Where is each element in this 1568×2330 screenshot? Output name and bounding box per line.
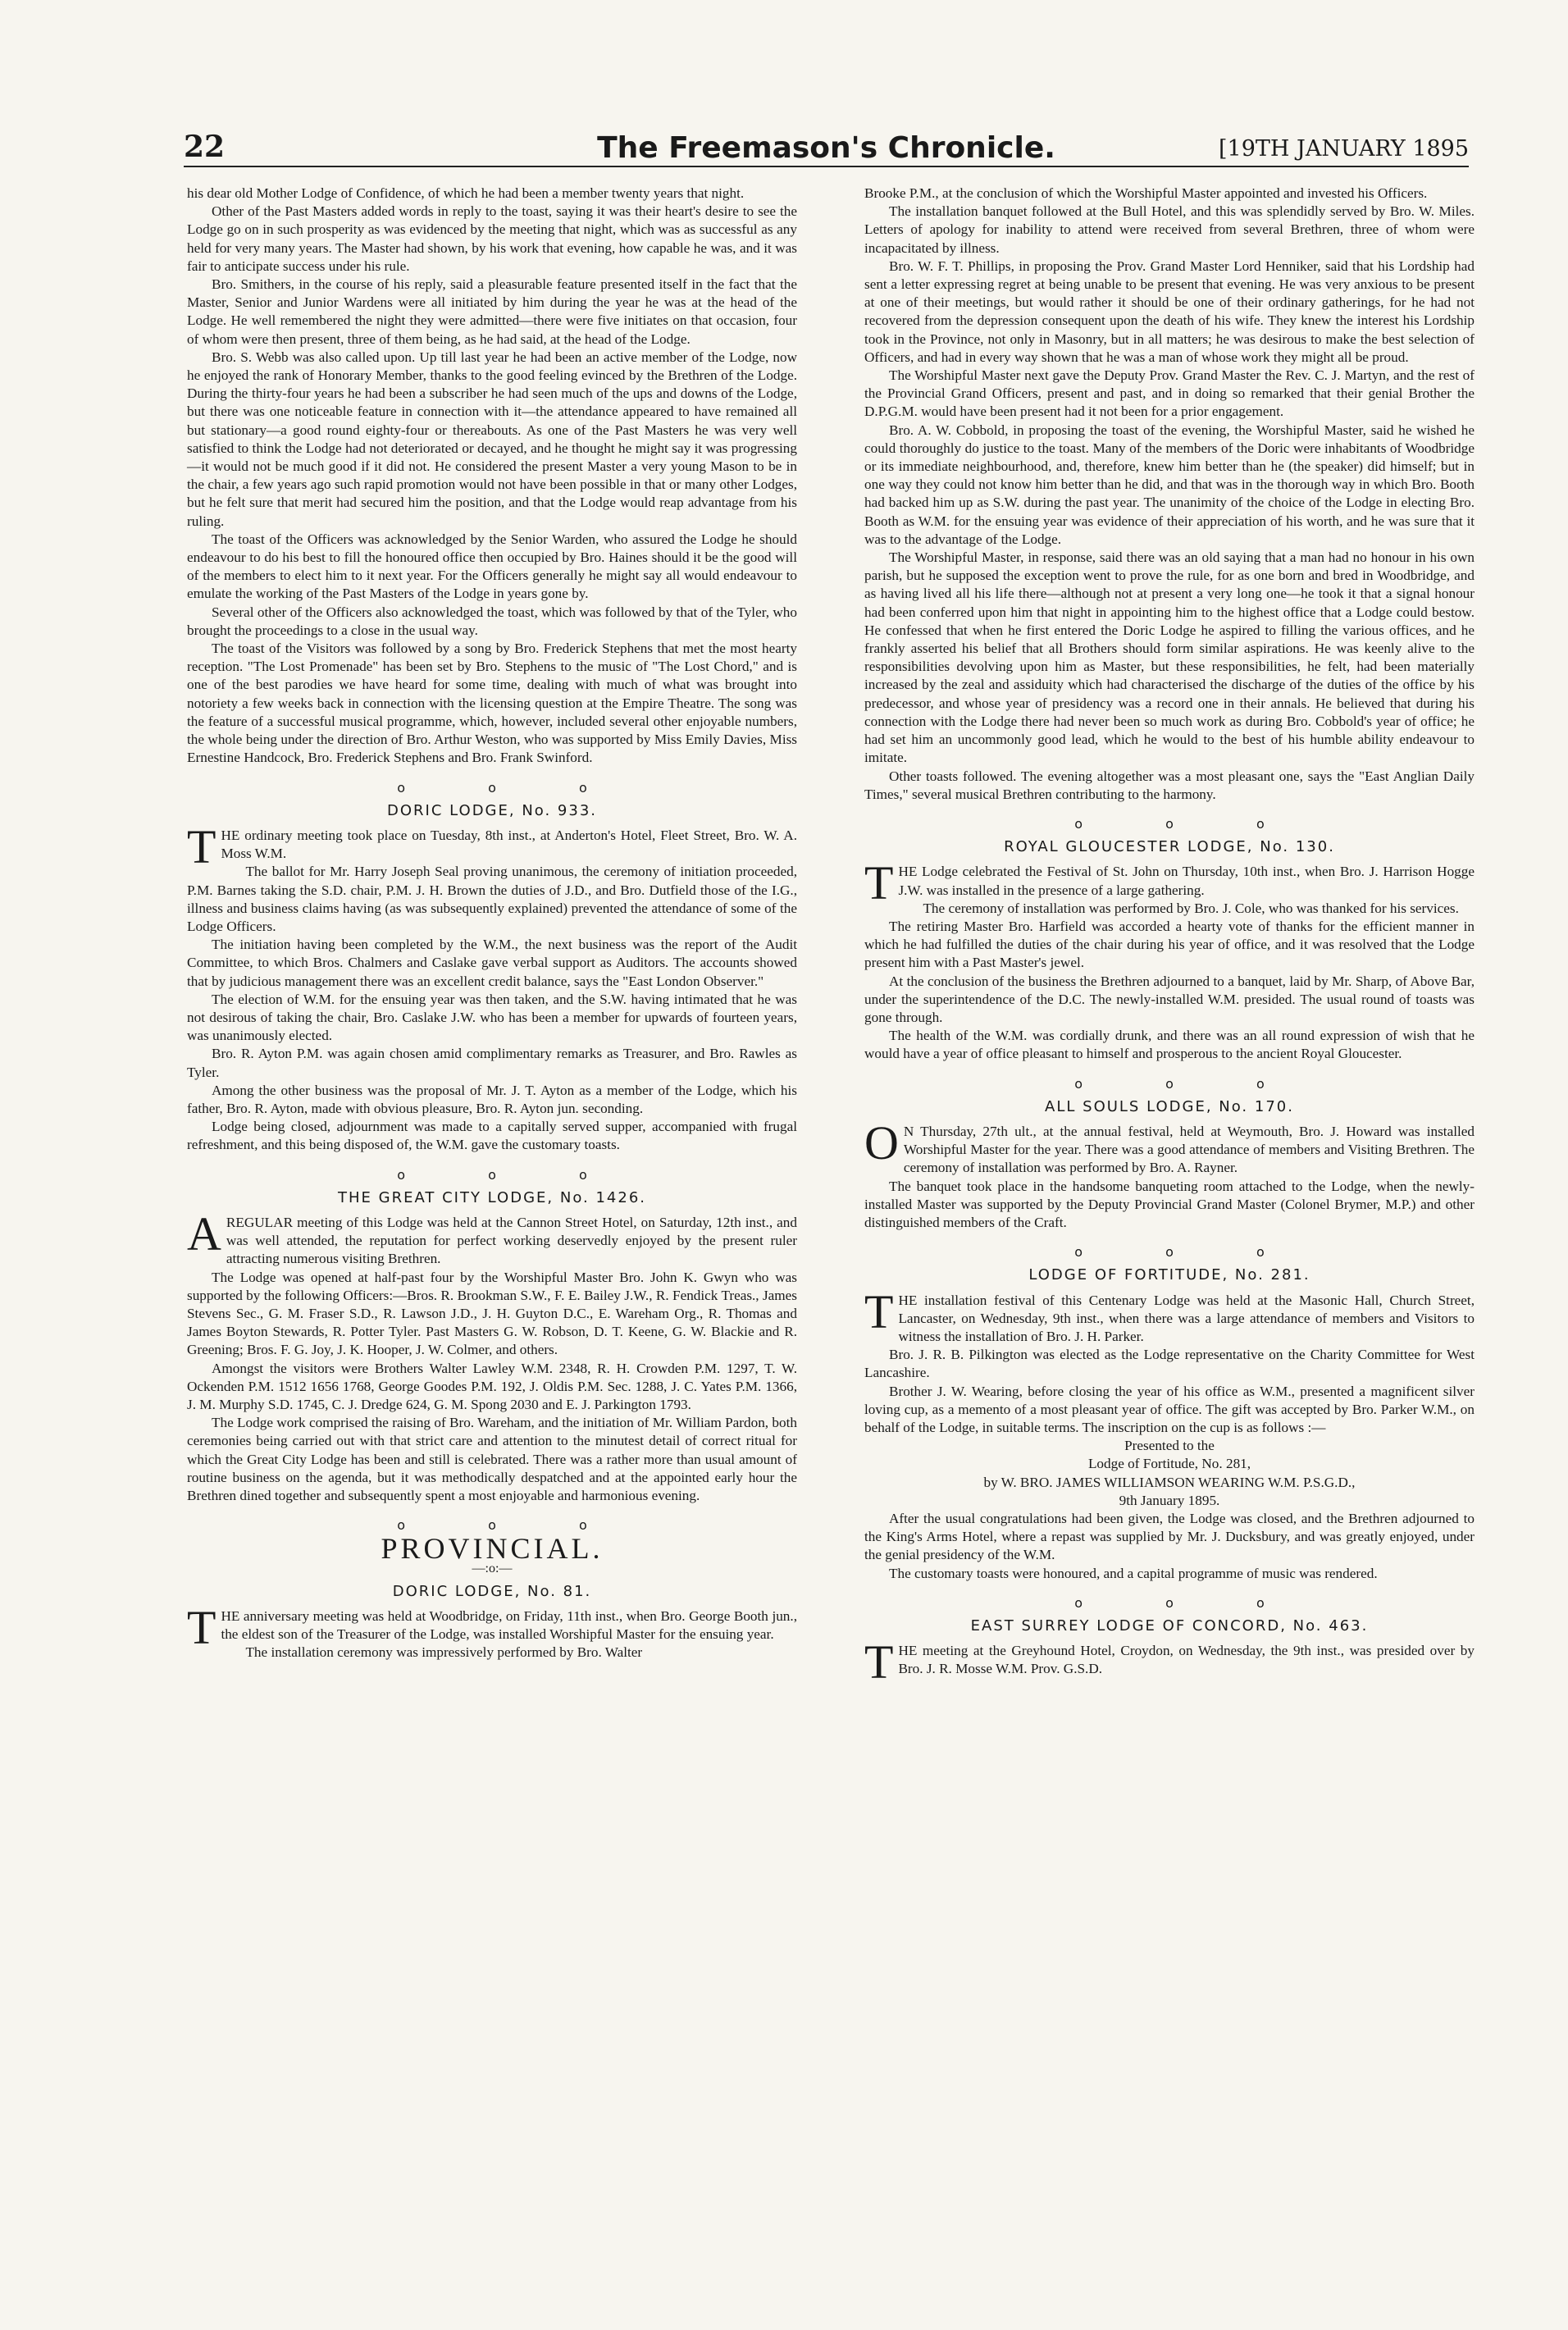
- paragraph: The Worshipful Master, in response, said there was an old saying that a man had no honour in his own parish, but he supposed the exception went to prove the rule, for as one born and bred in Woodbridge, and as having lived all his life there—although not at present a very long one—he took it that a signal honour had been conferred upon him that night in appointing him to the highest office that a Lodge could bestow. He confessed that when he first entered the Doric Lodge he aspired to filling the various offices, and he frankly asserted his belief that all Brothers should form similar aspirations. He was keenly alive to the responsibilities devolving upon him as Master, but these responsibilities, he felt, had been materially increased by the zeal and assiduity which had characterised the discharge of the duties of the office by his predecessor, and whose year of presidency was a record one in their annals. He believed that during his connection with the Lodge there had never been so much work as during Bro. Cobbold's year of office; he had set him an uncommonly good lead, which he would to the best of his humble ability endeavour to imitate.: [864, 549, 1475, 766]
- section-separator: o o o: [1074, 815, 1304, 832]
- paragraph: The initiation having been completed by the W.M., the next business was the report of the Audit Committee, to which Bros. Chalmers and Caslake gave verbal support as Auditors. The accounts showed that by judicious management there was an excellent credit balance, says the "East London Observer.": [187, 937, 797, 989]
- paragraph: The election of W.M. for the ensuing year was then taken, and the S.W. having intimated that he was not desirous of taking the chair, Bro. Caslake J.W. who has been a member for upwards of fourteen years, was unanimously elected.: [187, 991, 797, 1044]
- paragraph: Bro. R. Ayton P.M. was again chosen amid complimentary remarks as Treasurer, and Bro. Rawles as Tyler.: [187, 1046, 797, 1080]
- page-number: 22: [184, 130, 226, 164]
- lead-paragraph: [864, 1635, 1475, 1689]
- paragraph: The banquet took place in the handsome banqueting room attached to the Lodge, when the newly-installed Master was supported by the Deputy Provincial Grand Master (Colonel Brymer, M.P.) and other distinguished members of the Craft.: [864, 1178, 1475, 1230]
- section-separator: o o o: [397, 779, 627, 796]
- drop-cap: T: [864, 1635, 894, 1689]
- paragraph: Brooke P.M., at the conclusion of which the Worshipful Master appointed and invested his Officers.: [864, 185, 1428, 201]
- section-heading-royal-gloucester: ROYAL GLOUCESTER LODGE, No. 130.: [1004, 838, 1335, 856]
- paragraph: The ceremony of installation was performed by Bro. J. Cole, who was thanked for his services.: [923, 900, 1459, 916]
- paragraph: Bro. S. Webb was also called upon. Up till last year he had been an active member of the Lodge, now he enjoyed the rank of Honorary Member, thanks to the good feeling evinced by the Brethren of the Lodge. During the thirty-four years he had been a subscriber he had seen much of the ups and downs of the Lodge, but there was one noticeable feature in connection with it—the attendance appeared to have remained all but stationary—a good round eighty-four or thereabouts. As one of the Past Masters he was very well satisfied to think the Lodge had not deteriorated or decayed, and he thought he might say it was progressing—it would not be much good if it did not. He considered the present Master a very young Mason to be in the chair, a few years ago such rapid promotion would not have been possible in that or many other Lodges, but he felt sure that merit had secured him the position, and that the Lodge would reap advantage from his ruling.: [187, 349, 797, 529]
- section-separator: o o o: [397, 1517, 627, 1534]
- lead-text: N Thursday, 27th ult., at the annual festival, held at Weymouth, Bro. J. Howard was installed Worshipful Master for the year. There was a good attendance of members and Visiting Brethren. The ceremony of installation was performed by Bro. A. Rayner.: [903, 1123, 1475, 1176]
- paragraph: Bro. Smithers, in the course of his reply, said a pleasurable feature presented itself in the fact that the Master, Senior and Junior Wardens were all initiated by him during the year he was at the head of the Lodge. He well remembered the night they were admitted—there were five initiates on that occasion, four of whom were then present, three of them being, as he had said, at the head of the Lodge.: [187, 276, 797, 347]
- inscription-line: by W. BRO. JAMES WILLIAMSON WEARING W.M. P.S.G.D.,: [983, 1474, 1356, 1490]
- lead-text: HE Lodge celebrated the Festival of St. John on Thursday, 10th inst., when Bro. J. Harrison Hogge J.W. was installed in the presence of a large gathering.: [898, 864, 1475, 898]
- paragraph: After the usual congratulations had been given, the Lodge was closed, and the Brethren adjourned to the King's Arms Hotel, where a repast was supplied by Mr. J. Ducksbury, and was greatly enjoyed, under the genial presidency of the W.M.: [864, 1511, 1475, 1563]
- paragraph: The Worshipful Master next gave the Deputy Prov. Grand Master the Rev. C. J. Martyn, and the rest of the Provincial Grand Officers, present and past, and in doing so remarked that their genial Brother the D.P.G.M. would have been present had it not been for a prior engagement.: [864, 367, 1475, 420]
- drop-cap: T: [864, 1284, 894, 1338]
- paragraph: The toast of the Officers was acknowledged by the Senior Warden, who assured the Lodge he should endeavour to do his best to fill the honoured office then occupied by Bro. Haines should it be the good will of the members to elect him to it next year. For the Officers generally he might say all would endeavour to emulate the working of the Past Masters of the Lodge in years gone by.: [187, 531, 797, 602]
- paragraph: The ballot for Mr. Harry Joseph Seal proving unanimous, the ceremony of initiation proceeded, P.M. Barnes taking the S.D. chair, P.M. J. H. Brown the duties of J.D., and Bro. Dutfield those of the I.G., illness and business claims having (as was subsequently explained) prevented the attendance of some of the Lodge Officers.: [187, 864, 797, 934]
- paragraph: The retiring Master Bro. Harfield was accorded a hearty vote of thanks for the efficient manner in which he had fulfilled the duties of the chair during his year of office, and it was resolved that the Lodge present him with a Past Master's jewel.: [864, 918, 1475, 971]
- publication-title: The Freemason's Chronicle.: [597, 131, 1055, 165]
- section-separator: o o o: [397, 1166, 627, 1183]
- paragraph: Several other of the Officers also acknowledged the toast, which was followed by that of the Tyler, who brought the proceedings to a close in the usual way.: [187, 604, 797, 638]
- lead-paragraph: [187, 1206, 797, 1269]
- paragraph: Brother J. W. Wearing, before closing the year of his office as W.M., presented a magnificent silver loving cup, as a memento of a most pleasant year of office. The gift was accepted by Bro. Parker W.M., on behalf of the Lodge, in suitable terms. The inscription on the cup is as follows :—: [864, 1383, 1475, 1435]
- paragraph: The toast of the Visitors was followed by a song by Bro. Frederick Stephens that met the most hearty reception. "The Lost Promenade" has been set by Bro. Stephens to the music of "The Lost Chord," and is one of the best parodies we have heard for some time, dealing with much of what was brought into notoriety a few weeks back in connection with the licensing question at the Empire Theatre. The song was the feature of a successful musical programme, which, however, included several other enjoyable numbers, the whole being under the direction of Bro. Arthur Weston, who was supported by Miss Emily Davies, Miss Ernestine Handcock, Bro. Frederick Stephens and Bro. Frank Swinford.: [187, 641, 797, 766]
- drop-cap: T: [864, 856, 894, 910]
- paragraph: Among the other business was the proposal of Mr. J. T. Ayton as a member of the Lodge, which his father, Bro. R. Ayton, made with obvious pleasure, Bro. R. Ayton jun. seconding.: [187, 1082, 797, 1116]
- lead-text: HE anniversary meeting was held at Woodbridge, on Friday, 11th inst., when Bro. George Booth jun., the eldest son of the Treasurer of the Lodge, was installed Worshipful Master for the ensuing year.: [221, 1608, 797, 1643]
- left-column: [187, 185, 797, 1662]
- lead-text: HE meeting at the Greyhound Hotel, Croydon, on Wednesday, the 9th inst., was presided over by Bro. J. R. Mosse W.M. Prov. G.S.D.: [898, 1643, 1475, 1677]
- paragraph: The health of the W.M. was cordially drunk, and there was an all round expression of wish that he would have a year of office pleasant to himself and prosperous to the ancient Royal Gloucester.: [864, 1028, 1475, 1062]
- paragraph: Bro. A. W. Cobbold, in proposing the toast of the evening, the Worshipful Master, said he wished he could thoroughly do justice to the toast. Many of the members of the Doric were inhabitants of Woodbridge or its immediate neighbourhood, and, therefore, knew him better than he (the speaker) did himself; but in one way they could not know him better than he did, and that was in the thorough way in which Bro. Booth had backed him up as S.W. during the past year. The unanimity of the choice of the Lodge in electing Bro. Booth as W.M. for the ensuing year was evidence of their appreciation of his worth, and he was sure that it was to the advantage of the Lodge.: [864, 422, 1475, 547]
- sub-separator: —:o:—: [472, 1561, 513, 1575]
- paragraph: Lodge being closed, adjournment was made to a capitally served supper, accompanied with frugal refreshment, and this being disposed of, the W.M. gave the customary toasts.: [187, 1119, 797, 1153]
- section-heading-all-souls: ALL SOULS LODGE, No. 170.: [1045, 1097, 1294, 1115]
- paragraph: The Lodge work comprised the raising of Bro. Wareham, and the initiation of Mr. William Pardon, both ceremonies being carried out with that strict care and attention to the minutest detail of correct ritual for which the Great City Lodge has been and still is celebrated. There was a rather more than usual amount of routine business on the agenda, but it was methodically despatched and at the appointed early hour the Brethren dined together and subsequently spent a most enjoyable and harmonious evening.: [187, 1415, 797, 1504]
- inscription-line: Lodge of Fortitude, No. 281,: [1087, 1456, 1251, 1472]
- drop-cap: A: [187, 1206, 221, 1261]
- paragraph: The installation banquet followed at the Bull Hotel, and this was splendidly served by Bro. W. Miles. Letters of apology for inability to attend were received from several Brethren, three of whom were incapacitated by illness.: [864, 203, 1475, 256]
- masthead: [184, 130, 1469, 167]
- section-heading-doric-81: DORIC LODGE, No. 81.: [392, 1582, 592, 1600]
- paragraph: Other of the Past Masters added words in reply to the toast, saying it was their heart's desire to see the Lodge go on in such prosperity as was evidenced by the meeting that night, which was as successful as any held for very many years. The Master had shown, by his work that evening, how capable he was, and it was fair to anticipate success under his rule.: [187, 203, 797, 274]
- drop-cap: T: [187, 819, 217, 873]
- section-separator: o o o: [1074, 1594, 1304, 1611]
- paragraph: At the conclusion of the business the Brethren adjourned to a banquet, laid by Mr. Sharp, of Above Bar, under the superintendence of the D.C. The newly-installed W.M. presided. The usual round of toasts was gone through.: [864, 973, 1475, 1025]
- inscription-line: 9th January 1895.: [1119, 1492, 1220, 1508]
- right-column: [864, 185, 1475, 1689]
- lead-text: HE ordinary meeting took place on Tuesday, 8th inst., at Anderton's Hotel, Fleet Street, Bro. W. A. Moss W.M.: [221, 827, 797, 862]
- inscription-line: Presented to the: [1124, 1438, 1215, 1454]
- lead-paragraph: [864, 1284, 1475, 1347]
- paragraph: his dear old Mother Lodge of Confidence, of which he had been a member twenty years that night.: [187, 185, 745, 201]
- issue-date: [19TH JANUARY 1895: [1218, 136, 1469, 162]
- section-separator: o o o: [1074, 1075, 1304, 1092]
- paragraph: Other toasts followed. The evening altogether was a most pleasant one, says the "East Anglian Daily Times," several musical Brethren contributing to the harmony.: [864, 768, 1475, 802]
- provincial-heading: PROVINCIAL.: [381, 1532, 604, 1566]
- section-separator: o o o: [1074, 1244, 1304, 1261]
- paragraph: The customary toasts were honoured, and a capital programme of music was rendered.: [889, 1565, 1378, 1581]
- paragraph: The Lodge was opened at half-past four by the Worshipful Master Bro. John K. Gwyn who was supported by the following Officers:—Bros. R. Brookman S.W., F. E. Bailey J.W., R. Fendick Treas., James Stevens Sec., G. M. Fraser S.D., R. Lawson J.D., J. H. Guyton D.C., E. Wareham Org., R. Thomas and James Boyton Stewards, R. Potter Tyler. Past Masters G. W. Robson, D. T. Keene, G. W. Blackie and R. Greening; Bros. F. G. Joy, J. K. Hooper, J. W. Colmer, and others.: [187, 1269, 797, 1358]
- lead-paragraph: [187, 819, 797, 873]
- paragraph: Amongst the visitors were Brothers Walter Lawley W.M. 2348, R. H. Crowden P.M. 1297, T. W. Ockenden P.M. 1512 1656 1768, George Goodes P.M. 192, J. Oldis P.M. Sec. 1288, J. C. Yates P.M. 1366, J. M. Murphy S.D. 1745, C. J. Dredge 624, G. M. Spong 2030 and E. J. Parkington 1793.: [187, 1360, 797, 1412]
- lead-paragraph: [864, 1115, 1475, 1178]
- lead-text: HE installation festival of this Centenary Lodge was held at the Masonic Hall, Church Street, Lancaster, on Wednesday, 9th inst., when there was a large attendance of members and Visitors to witness the installation of Bro. J. H. Parker.: [898, 1292, 1475, 1344]
- paragraph: Bro. J. R. B. Pilkington was elected as the Lodge representative on the Charity Committee for West Lancashire.: [864, 1347, 1475, 1381]
- paragraph: Bro. W. F. T. Phillips, in proposing the Prov. Grand Master Lord Henniker, said that his Lordship had sent a letter expressing regret at being unable to be present that evening. He was very anxious to be present at one of their meetings, but would rather it should be one of their ordinary gatherings, for he had not recovered from the depression consequent upon the death of his wife. They knew the interest his Lordship took in the Province, not only in Masonry, but in all matters; he was desirous to make the best selection of Officers, and had in every way shown that he was a man of whose work they might all be proud.: [864, 258, 1475, 365]
- section-heading-great-city: THE GREAT CITY LODGE, No. 1426.: [338, 1188, 646, 1206]
- drop-cap: O: [864, 1115, 899, 1170]
- paragraph: The installation ceremony was impressively performed by Bro. Walter: [245, 1644, 643, 1661]
- section-heading-doric-933: DORIC LODGE, No. 933.: [387, 801, 597, 819]
- lead-text: REGULAR meeting of this Lodge was held at the Cannon Street Hotel, on Saturday, 12th inst., and was well attended, the reputation for perfect working deservedly enjoyed by the present ruler attracting numerous visiting Brethren.: [226, 1214, 797, 1267]
- drop-cap: T: [187, 1601, 217, 1655]
- section-heading-east-surrey: EAST SURREY LODGE OF CONCORD, No. 463.: [970, 1617, 1369, 1635]
- section-heading-fortitude: LODGE OF FORTITUDE, No. 281.: [1028, 1266, 1310, 1284]
